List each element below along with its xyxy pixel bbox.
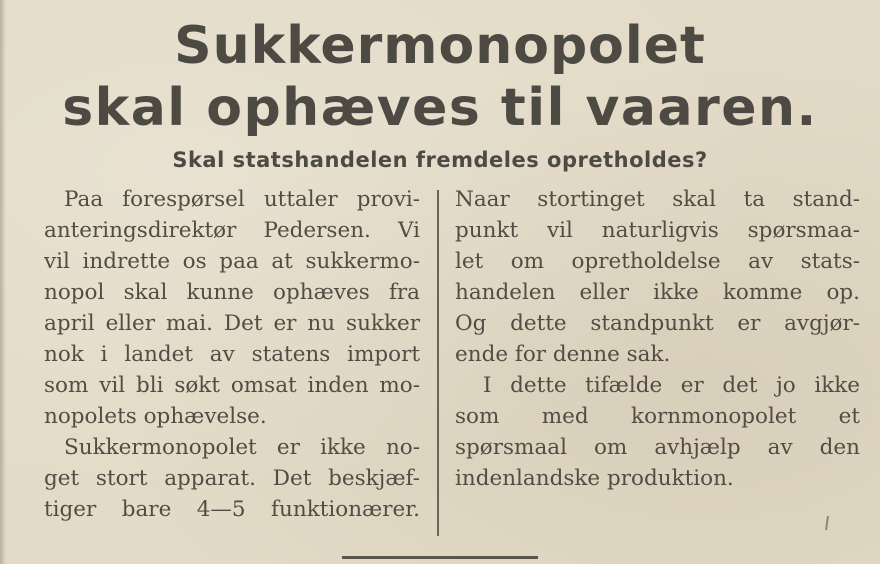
- print-speck: [825, 516, 829, 530]
- text-line: punkt vil naturligvis spørsmaa-: [455, 218, 860, 243]
- text-line: Naar stortinget skal ta stand-: [455, 187, 860, 212]
- text-line: nok i landet av statens import: [44, 342, 420, 367]
- text-line: Sukkermonopolet er ikke no-: [64, 435, 420, 460]
- text-line: nopol skal kunne ophæves fra: [44, 280, 420, 305]
- text-line: indenlandske produktion.: [455, 466, 734, 491]
- text-line: anteringsdirektør Pedersen. Vi: [44, 218, 420, 243]
- text-line: Paa forespørsel uttaler provi-: [64, 187, 420, 212]
- article-column-right: [455, 184, 860, 494]
- article-column-left: [44, 184, 420, 525]
- text-line: Og dette standpunkt er avgjør-: [455, 311, 860, 336]
- bottom-rule: [342, 556, 538, 559]
- subheadline: Skal statshandelen fremdeles opretholdes?: [172, 148, 708, 172]
- headline-line-1: Sukkermonopolet: [174, 16, 706, 76]
- text-line: april eller mai. Det er nu sukker: [44, 311, 420, 336]
- text-line: vil indrette os paa at sukkermo-: [44, 249, 420, 274]
- text-line: nopolets ophævelse.: [44, 404, 267, 429]
- text-line: ende for denne sak.: [455, 342, 671, 367]
- text-line: spørsmaal om avhjælp av den: [455, 435, 860, 460]
- headline-line-2: skal ophæves til vaaren.: [62, 78, 818, 138]
- text-line: som med kornmonopolet et: [455, 404, 860, 429]
- text-line: get stort apparat. Det beskjæf-: [44, 466, 420, 491]
- text-line: tiger bare 4—5 funktionærer.: [44, 497, 420, 522]
- text-line: let om opretholdelse av stats-: [455, 249, 860, 274]
- text-line: som vil bli søkt omsat inden mo-: [44, 373, 420, 398]
- text-line: I dette tifælde er det jo ikke: [483, 373, 860, 398]
- column-divider: [437, 190, 439, 536]
- text-line: handelen eller ikke komme op.: [455, 280, 860, 305]
